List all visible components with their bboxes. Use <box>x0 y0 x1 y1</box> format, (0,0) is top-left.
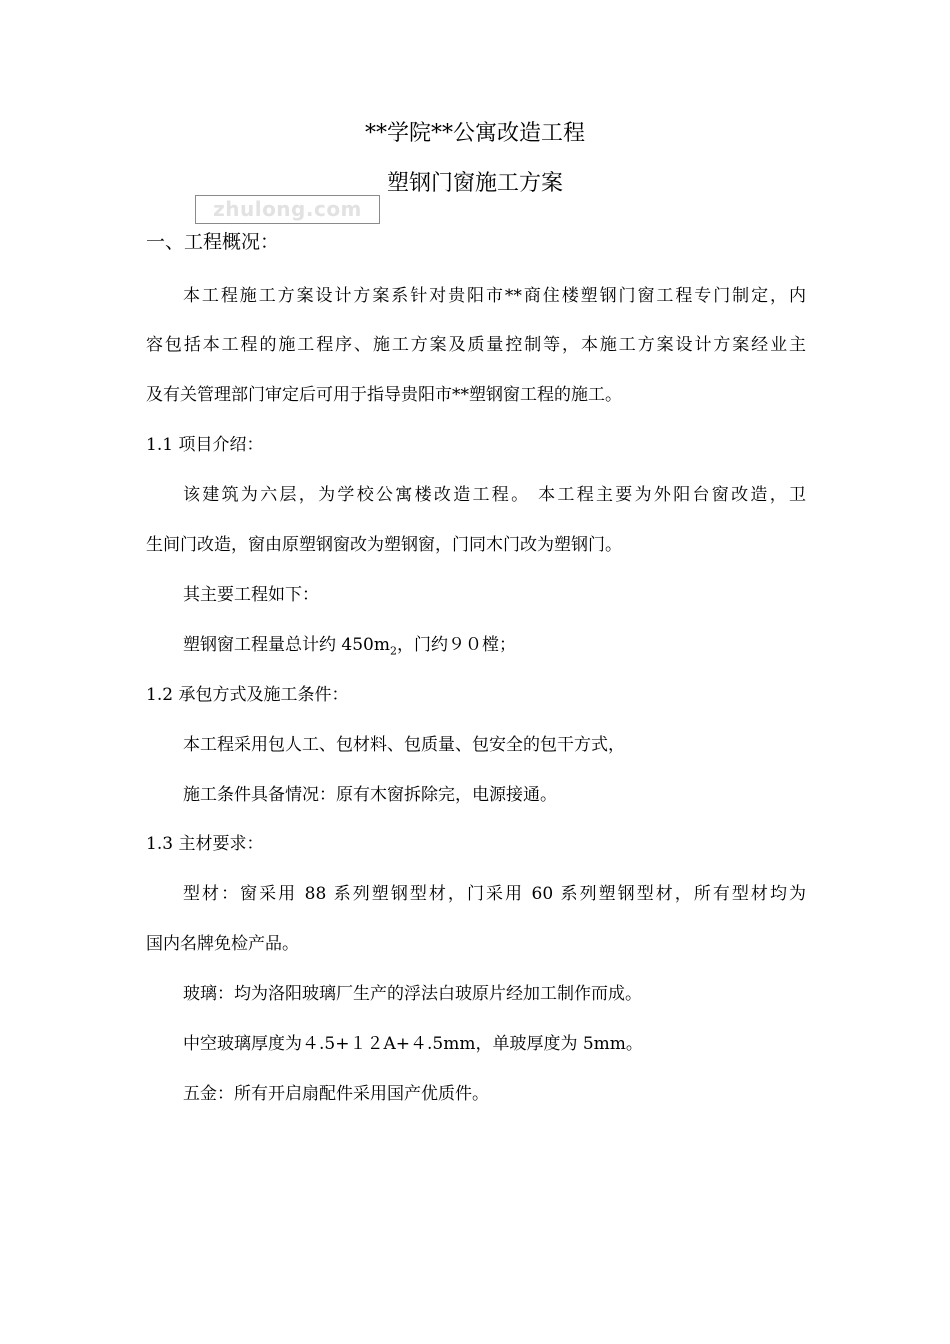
project-intro-line-1: 该建筑为六层，为学校公寓楼改造工程。 本工程主要为外阳台窗改造，卫 <box>183 485 806 505</box>
quantity-line <box>183 633 516 663</box>
glass-line: 玻璃：均为洛阳玻璃厂生产的浮法白玻原片经加工制作而成。 <box>183 984 642 1004</box>
profile-line-1: 型材：窗采用 88 系列塑钢型材，门采用 60 系列塑钢型材，所有型材均为 <box>183 884 806 904</box>
section-heading-overview: 一、工程概况： <box>146 231 280 253</box>
doc-title-line2: 塑钢门窗施工方案 <box>386 171 563 196</box>
main-works-label: 其主要工程如下： <box>183 585 319 605</box>
subsection-heading-1-2: 1.2 承包方式及施工条件： <box>146 685 349 705</box>
subsection-heading-1-3: 1.3 主材要求： <box>146 834 264 854</box>
hollow-glass-line: 中空玻璃厚度为４.5+１２A+４.5mm，单玻厚度为 5mm。 <box>183 1034 643 1054</box>
watermark-logo: zhulong.com <box>195 195 380 224</box>
intro-line-1: 本工程施工方案设计方案系针对贵阳市**商住楼塑钢门窗工程专门制定，内 <box>183 286 806 306</box>
intro-line-3: 及有关管理部门审定后可用于指导贵阳市**塑钢窗工程的施工。 <box>146 385 622 405</box>
profile-line-2: 国内名牌免检产品。 <box>146 934 299 954</box>
hardware-line: 五金：所有开启扇配件采用国产优质件。 <box>183 1084 489 1104</box>
doc-title-line1: **学院**公寓改造工程 <box>364 121 585 146</box>
subsection-heading-1-1: 1.1 项目介绍： <box>146 435 264 455</box>
quantity-unit-subscript: 2 <box>389 644 397 658</box>
project-intro-line-2: 生间门改造，窗由原塑钢窗改为塑钢窗，门同木门改为塑钢门。 <box>146 535 622 555</box>
intro-line-2: 容包括本工程的施工程序、施工方案及质量控制等，本施工方案设计方案经业主 <box>146 335 806 355</box>
construction-conditions-line: 施工条件具备情况：原有木窗拆除完，电源接通。 <box>183 785 557 805</box>
contract-mode-line: 本工程采用包人工、包材料、包质量、包安全的包干方式， <box>183 735 625 755</box>
quantity-prefix: 塑钢窗工程量总计约 450m <box>183 635 390 655</box>
quantity-suffix: ，门约９０樘； <box>396 635 516 655</box>
